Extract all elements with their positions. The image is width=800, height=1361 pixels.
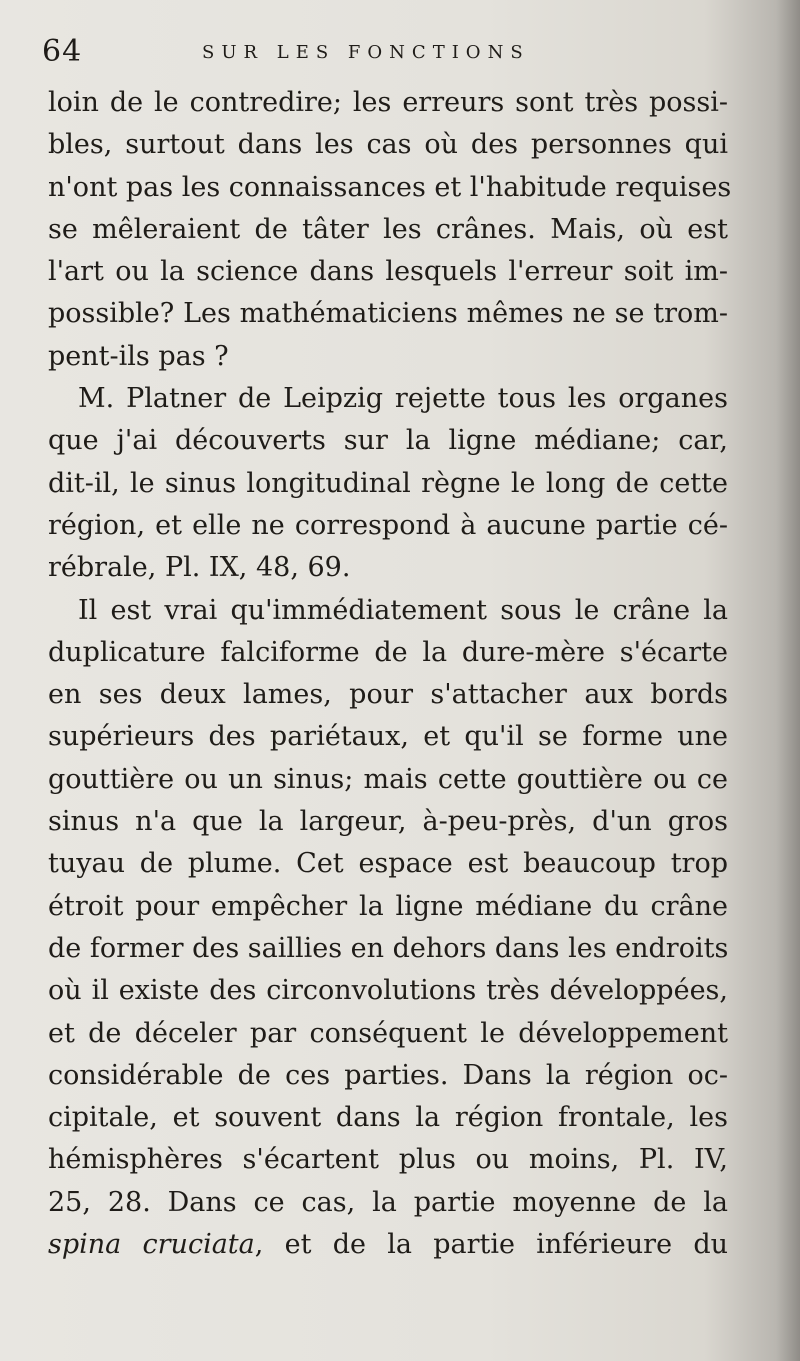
text-line: pent-ils pas ? xyxy=(48,340,229,372)
text-line: tuyau de plume. Cet espace est beaucoup trop xyxy=(48,848,728,880)
text-line: n'ont pas les connaissances et l'habitude requises xyxy=(48,171,732,203)
text-line: dit-il, le sinus longitudinal règne le long de cette xyxy=(48,467,728,499)
text-line: l'art ou la science dans lesquels l'erreur soit im- xyxy=(48,256,728,288)
text-line: et de déceler par conséquent le développement xyxy=(48,1017,728,1049)
page-number: 64 xyxy=(42,34,83,69)
text-line-tail: , et de la partie inférieure du xyxy=(254,1229,728,1261)
text-line: loin de le contredire; les erreurs sont très possi- xyxy=(48,87,728,118)
text-line: sinus n'a que la largeur, à-peu-près, d'un gros xyxy=(48,806,728,838)
page-header xyxy=(42,32,742,72)
text-line: étroit pour empêcher la ligne médiane du crâne xyxy=(48,890,728,922)
body-text xyxy=(48,82,732,1266)
text-line: possible? Les mathématiciens mêmes ne se trom- xyxy=(48,298,728,330)
text-line: cipitale, et souvent dans la région frontale, les xyxy=(48,1102,728,1134)
text-line: de former des saillies en dehors dans les endroits xyxy=(48,932,729,964)
text-line: gouttière ou un sinus; mais cette gouttière ou ce xyxy=(48,763,728,795)
text-line: en ses deux lames, pour s'attacher aux bords xyxy=(48,679,728,711)
text-line: 25, 28. Dans ce cas, la partie moyenne de la xyxy=(48,1186,728,1218)
text-line: M. Platner de Leipzig rejette tous les organes xyxy=(78,383,728,415)
text-line: hémisphères s'écartent plus ou moins, Pl. IV, xyxy=(48,1144,728,1176)
text-line: rébrale, Pl. IX, 48, 69. xyxy=(48,552,351,584)
text-line-last xyxy=(48,1224,728,1266)
italic-term: spina cruciata xyxy=(48,1229,255,1261)
text-line: supérieurs des pariétaux, et qu'il se forme une xyxy=(48,721,728,753)
text-line: que j'ai découverts sur la ligne médiane; car, xyxy=(48,425,728,457)
text-line: Il est vrai qu'immédiatement sous le crâne la xyxy=(78,594,728,626)
text-line: bles, surtout dans les cas où des personnes qui xyxy=(48,129,728,161)
text-line: région, et elle ne correspond à aucune partie cé- xyxy=(48,509,728,541)
text-line: duplicature falciforme de la dure-mère s'écarte xyxy=(48,636,728,668)
text-line: se mêleraient de tâter les crânes. Mais, où est xyxy=(48,213,728,245)
running-title: SUR LES FONCTIONS xyxy=(202,42,530,63)
text-line: considérable de ces parties. Dans la région oc- xyxy=(48,1059,728,1091)
text-line: où il existe des circonvolutions très développées, xyxy=(48,975,728,1007)
